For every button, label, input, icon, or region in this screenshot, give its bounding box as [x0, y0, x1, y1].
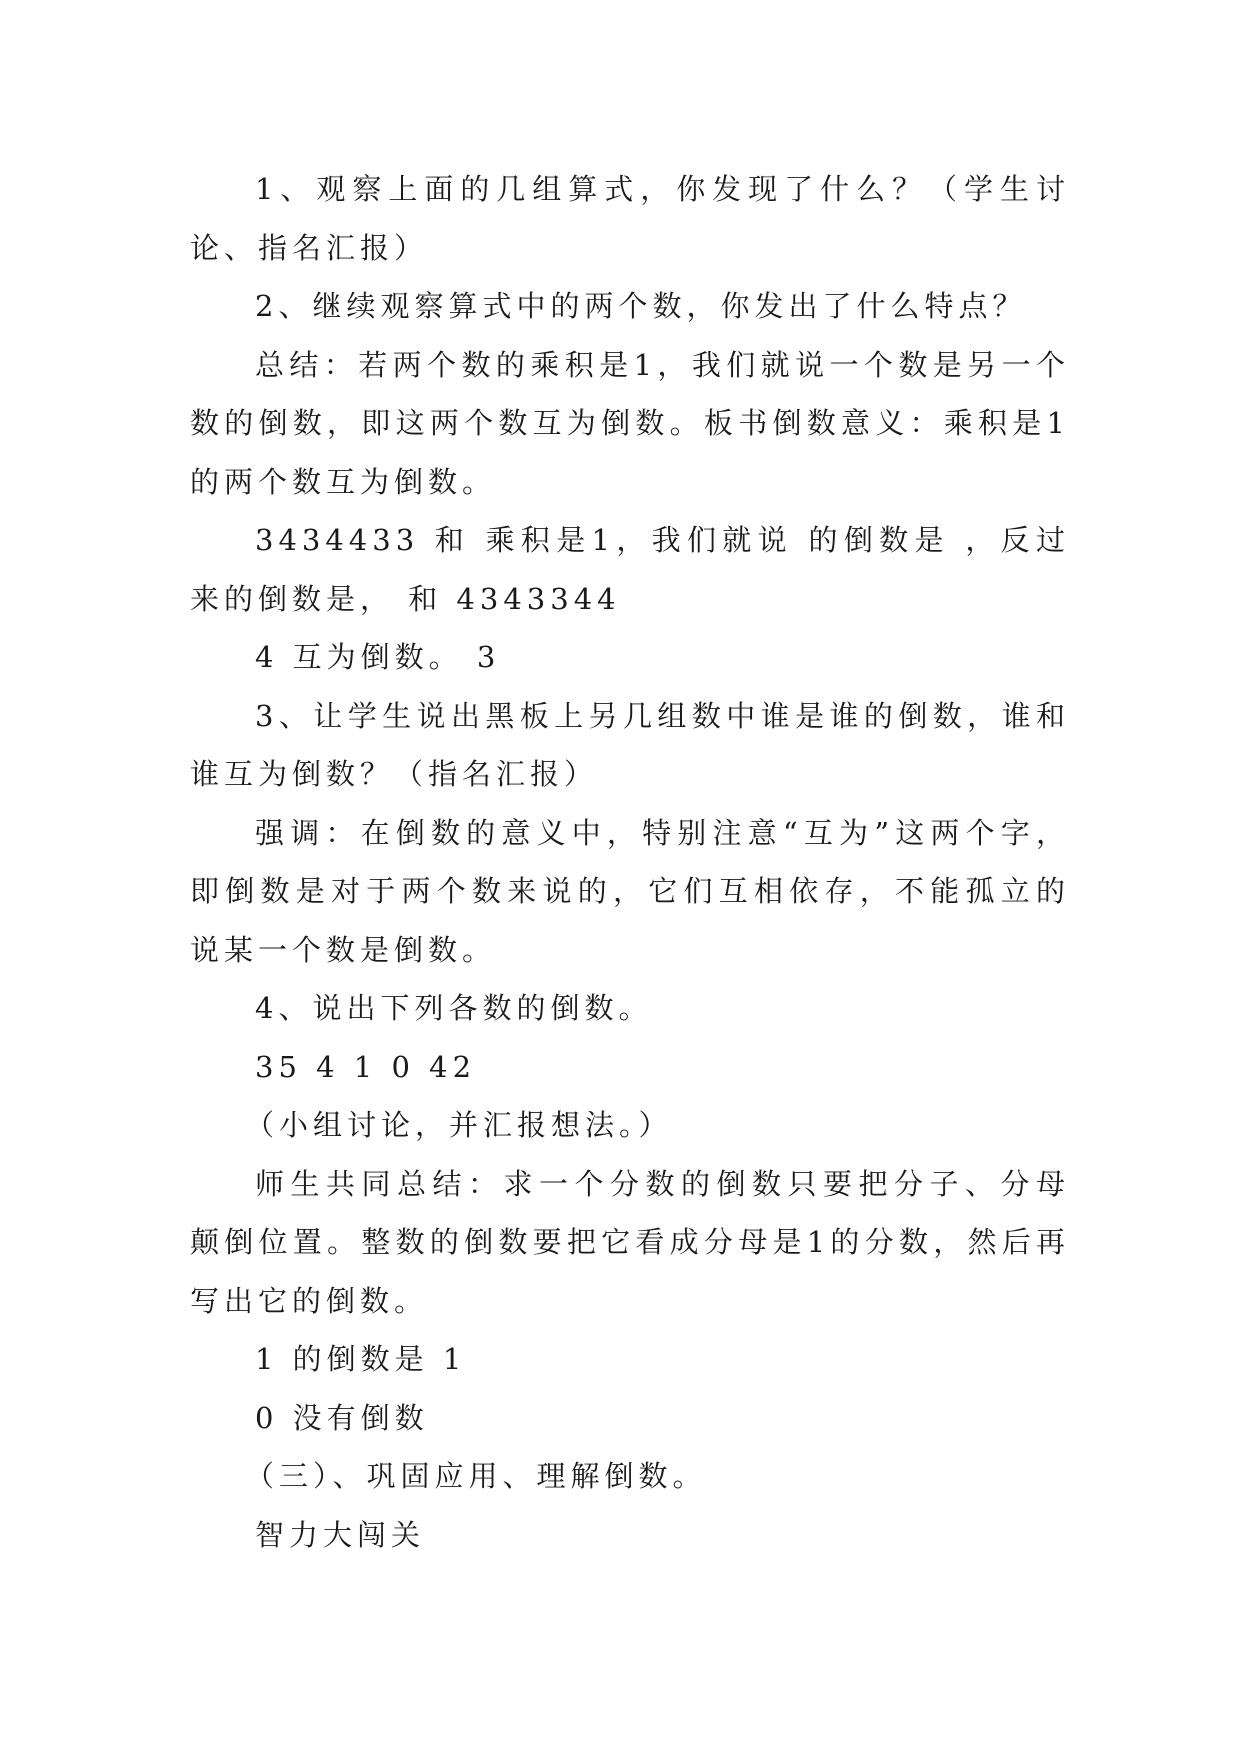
- paragraph-challenge: 智力大闯关: [255, 1517, 426, 1552]
- paragraph-example-fractions: 3434433 和 乘积是1，我们就说 的倒数是 ，反过来的倒数是， 和 4343344: [190, 523, 1070, 616]
- paragraph-zero-no-reciprocal: 0 没有倒数: [255, 1400, 429, 1435]
- paragraph-group-discussion: （小组讨论，并汇报想法。）: [245, 1108, 673, 1142]
- paragraph-one-reciprocal: 1 的倒数是 1: [255, 1342, 467, 1376]
- document-body: [190, 160, 1070, 1564]
- paragraph-say-reciprocals: 4、说出下列各数的倒数。: [255, 991, 653, 1025]
- paragraph-mutual-reciprocal: 4 互为倒数。 3: [255, 640, 501, 674]
- paragraph-observe-two-numbers: 2、继续观察算式中的两个数，你发出了什么特点？: [255, 289, 1027, 323]
- paragraph-observe-formulas: 1、观察上面的几组算式，你发现了什么？（学生讨论、指名汇报）: [190, 172, 1070, 265]
- paragraph-joint-summary: 师生共同总结：求一个分数的倒数只要把分子、分母颠倒位置。整数的倒数要把它看成分母是1的分数，然后再写出它的倒数。: [190, 1166, 1070, 1318]
- paragraph-section-three: （三）、巩固应用、理解倒数。: [245, 1459, 707, 1493]
- paragraph-number-list: 35 4 1 0 42: [255, 1049, 477, 1084]
- paragraph-summary-definition: 总结：若两个数的乘积是1，我们就说一个数是另一个数的倒数，即这两个数互为倒数。板书倒数意义：乘积是1的两个数互为倒数。: [190, 347, 1070, 499]
- paragraph-emphasis: 强调：在倒数的意义中，特别注意“互为”这两个字，即倒数是对于两个数来说的，它们互相依存，不能孤立的说某一个数是倒数。: [190, 815, 1070, 967]
- paragraph-blackboard-groups: 3、让学生说出黑板上另几组数中谁是谁的倒数，谁和谁互为倒数？（指名汇报）: [190, 698, 1070, 791]
